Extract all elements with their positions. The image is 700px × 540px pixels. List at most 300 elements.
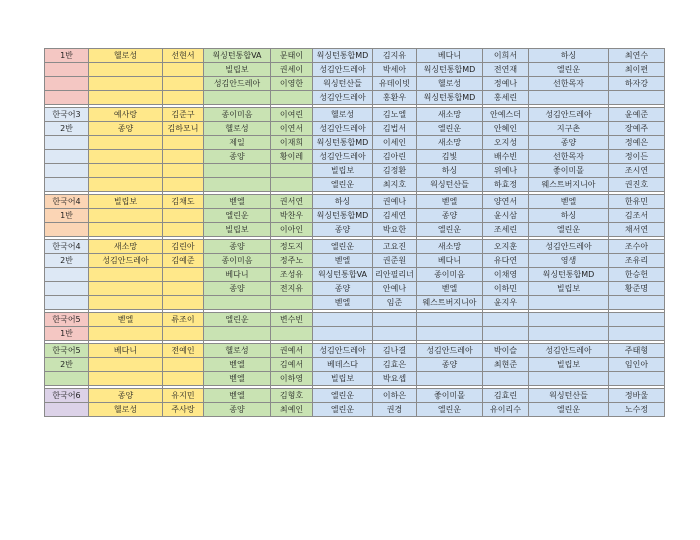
table-cell[interactable]: 황준명 [609,282,665,296]
table-cell[interactable]: 최현준 [483,358,529,372]
table-cell[interactable]: 김노엘 [373,108,417,122]
table-cell[interactable]: 홍세린 [483,91,529,105]
table-cell[interactable]: 정예나 [483,77,529,91]
table-cell[interactable]: 정바울 [609,389,665,403]
table-cell[interactable] [609,327,665,341]
table-cell[interactable]: 벧엘 [529,195,609,209]
table-cell[interactable]: 2반 [45,358,89,372]
table-cell[interactable] [163,327,204,341]
table-cell[interactable] [204,296,271,310]
table-row [45,49,665,63]
table-cell[interactable]: 이세인 [373,136,417,150]
table-cell[interactable]: 선현서 [163,49,204,63]
table-cell[interactable]: 김정환 [373,164,417,178]
table-cell[interactable] [163,358,204,372]
table-cell[interactable]: 벧엘 [89,313,163,327]
table-cell[interactable]: 홍환우 [373,91,417,105]
table-cell[interactable]: 성김안드레아 [313,150,373,164]
table-cell[interactable]: 1반 [45,49,89,63]
table-cell[interactable]: 권준원 [373,254,417,268]
table-cell[interactable] [529,313,609,327]
table-cell[interactable] [45,178,89,192]
table-cell[interactable]: 웍싱턴통합VA [313,268,373,282]
table-cell[interactable] [45,268,89,282]
table-cell[interactable]: 한국어6 [45,389,89,403]
table-cell[interactable]: 정예은 [609,136,665,150]
table-cell[interactable]: 베다니 [417,254,483,268]
table-cell[interactable]: 이재희 [271,136,313,150]
table-cell[interactable] [89,223,163,237]
table-cell[interactable]: 웍싱턴통합MD [529,268,609,282]
table-cell[interactable]: 웍싱턴통합MD [313,49,373,63]
table-cell[interactable]: 한국어5 [45,313,89,327]
table-cell[interactable]: 고요진 [373,240,417,254]
table-row [45,254,665,268]
table-cell[interactable]: 종양 [417,358,483,372]
table-cell[interactable]: 김효린 [483,389,529,403]
table-cell[interactable]: 웍싱턴통합VA [204,49,271,63]
table-cell[interactable] [89,178,163,192]
table-cell[interactable]: 조세린 [483,223,529,237]
table-cell[interactable]: 이희서 [483,49,529,63]
table-cell[interactable]: 장예주 [609,122,665,136]
table-cell[interactable] [163,296,204,310]
table-cell[interactable]: 김형호 [271,389,313,403]
table-cell[interactable]: 성김안드레아 [313,122,373,136]
table-cell[interactable]: 종양 [204,282,271,296]
table-cell[interactable]: 전예인 [163,344,204,358]
table-cell[interactable] [373,327,417,341]
table-cell[interactable] [89,372,163,386]
table-cell[interactable]: 하싱 [417,164,483,178]
table-row [45,372,665,386]
table-cell[interactable]: 새소망 [417,240,483,254]
table-cell[interactable]: 안예스더 [483,108,529,122]
table-cell[interactable]: 성김안드레아 [313,344,373,358]
table-cell[interactable]: 웍싱턴통합MD [417,91,483,105]
table-cell[interactable] [45,296,89,310]
table-cell[interactable]: 헬로성 [204,122,271,136]
table-cell[interactable]: 웍싱턴산들 [529,389,609,403]
table-cell[interactable]: 박요한 [373,223,417,237]
table-cell[interactable]: 노수정 [609,403,665,417]
table-cell[interactable]: 베데스다 [313,358,373,372]
table-cell[interactable]: 성김안드레아 [313,63,373,77]
table-cell[interactable]: 엘린운 [204,313,271,327]
table-cell[interactable]: 전지유 [271,282,313,296]
table-cell[interactable] [271,164,313,178]
table-row [45,282,665,296]
table-cell[interactable] [89,358,163,372]
table-cell[interactable]: 베다니 [204,268,271,282]
table-cell[interactable] [163,77,204,91]
table-cell[interactable]: 성김안드레아 [313,91,373,105]
table-cell[interactable]: 웍싱턴산들 [313,77,373,91]
table-cell[interactable]: 최예인 [271,403,313,417]
table-cell[interactable]: 양연서 [483,195,529,209]
table-cell[interactable]: 이여린 [271,108,313,122]
table-row [45,178,665,192]
table-cell[interactable]: 리안필리너 [373,268,417,282]
table-cell[interactable]: 엘린운 [529,403,609,417]
table-cell[interactable] [89,91,163,105]
table-cell[interactable]: 제일 [204,136,271,150]
table-cell[interactable]: 종양 [529,136,609,150]
table-cell[interactable]: 권경 [373,403,417,417]
table-cell[interactable] [609,91,665,105]
table-cell[interactable]: 권서연 [271,195,313,209]
table-cell[interactable]: 웍싱턴산들 [417,178,483,192]
table-cell[interactable]: 종양 [417,209,483,223]
table-cell[interactable] [204,178,271,192]
table-cell[interactable]: 김린아 [163,240,204,254]
table-cell[interactable] [483,327,529,341]
table-cell[interactable]: 성김안드레아 [204,77,271,91]
table-cell[interactable]: 지구촌 [529,122,609,136]
table-cell[interactable]: 종이미음 [204,254,271,268]
table-cell[interactable]: 김하모니 [163,122,204,136]
table-cell[interactable]: 빌립보 [204,223,271,237]
table-cell[interactable]: 조시연 [609,164,665,178]
table-cell[interactable]: 유지민 [163,389,204,403]
table-cell[interactable]: 한승헌 [609,268,665,282]
table-cell[interactable] [89,164,163,178]
table-cell[interactable]: 엘린운 [529,63,609,77]
table-cell[interactable]: 조성유 [271,268,313,282]
table-row [45,223,665,237]
table-cell[interactable]: 좋이미몰 [417,389,483,403]
table-cell[interactable]: 엘린운 [313,178,373,192]
table-cell[interactable]: 헬로성 [313,108,373,122]
table-cell[interactable] [204,91,271,105]
table-cell[interactable] [45,164,89,178]
table-cell[interactable]: 이하영 [271,372,313,386]
table-cell[interactable] [417,327,483,341]
table-cell[interactable]: 박요셉 [373,372,417,386]
table-cell[interactable]: 김효은 [373,358,417,372]
table-cell[interactable]: 류조이 [163,313,204,327]
table-cell[interactable]: 한국어4 [45,195,89,209]
table-cell[interactable]: 배수빈 [483,150,529,164]
table-row [45,209,665,223]
table-cell[interactable] [204,327,271,341]
table-cell[interactable]: 정이든 [609,150,665,164]
table-cell[interactable]: 새소망 [417,136,483,150]
table-cell[interactable] [45,372,89,386]
table-cell[interactable] [313,313,373,327]
table-cell[interactable]: 조수아 [609,240,665,254]
table-cell[interactable]: 벧엘 [417,195,483,209]
table-cell[interactable]: 엘린운 [313,240,373,254]
table-cell[interactable]: 엘린운 [313,389,373,403]
table-cell[interactable]: 종양 [204,150,271,164]
table-cell[interactable]: 벧엘 [417,282,483,296]
table-row [45,164,665,178]
table-cell[interactable]: 김세연 [373,209,417,223]
table-cell[interactable]: 정도지 [271,240,313,254]
table-cell[interactable]: 1반 [45,209,89,223]
table-cell[interactable] [204,164,271,178]
table-cell[interactable]: 성김안드레아 [417,344,483,358]
table-cell[interactable]: 벧엘 [204,389,271,403]
table-cell[interactable] [373,313,417,327]
table-cell[interactable]: 안혜인 [483,122,529,136]
table-cell[interactable]: 유데이빗 [373,77,417,91]
table-cell[interactable]: 종양 [204,403,271,417]
table-cell[interactable] [89,282,163,296]
table-cell[interactable]: 오지훈 [483,240,529,254]
spreadsheet-grid [44,48,665,417]
table-cell[interactable]: 종양 [89,389,163,403]
table-cell[interactable] [163,372,204,386]
table-row [45,150,665,164]
table-cell[interactable] [313,327,373,341]
table-cell[interactable]: 하효정 [483,178,529,192]
table-cell[interactable] [609,296,665,310]
table-cell[interactable]: 주사랑 [163,403,204,417]
table-cell[interactable] [89,150,163,164]
table-cell[interactable]: 한국어3 [45,108,89,122]
table-cell[interactable] [45,403,89,417]
table-cell[interactable] [163,150,204,164]
table-cell[interactable]: 헬로성 [204,344,271,358]
table-cell[interactable]: 이영한 [271,77,313,91]
table-cell[interactable] [45,150,89,164]
table-row [45,296,665,310]
table-cell[interactable]: 벧엘 [204,372,271,386]
table-cell[interactable]: 엘린운 [204,209,271,223]
table-cell[interactable]: 종이미음 [204,108,271,122]
table-cell[interactable] [483,372,529,386]
table-cell[interactable] [89,327,163,341]
table-row [45,63,665,77]
table-cell[interactable]: 종양 [204,240,271,254]
table-cell[interactable] [271,178,313,192]
table-cell[interactable] [89,77,163,91]
table-row [45,108,665,122]
table-cell[interactable]: 하싱 [313,195,373,209]
table-row [45,358,665,372]
table-cell[interactable] [89,268,163,282]
table-cell[interactable] [45,282,89,296]
table-cell[interactable] [89,136,163,150]
table-cell[interactable] [271,91,313,105]
table-cell[interactable]: 윤시삼 [483,209,529,223]
table-cell[interactable] [609,313,665,327]
table-cell[interactable]: 웍싱턴통합MD [417,63,483,77]
table-cell[interactable]: 채서연 [609,223,665,237]
table-cell[interactable]: 권진호 [609,178,665,192]
table-cell[interactable]: 종양 [313,282,373,296]
table-cell[interactable]: 빌립보 [313,164,373,178]
table-cell[interactable] [163,63,204,77]
table-cell[interactable] [89,296,163,310]
table-cell[interactable]: 유이리수 [483,403,529,417]
table-cell[interactable] [163,223,204,237]
table-cell[interactable]: 빌립보 [529,282,609,296]
table-cell[interactable] [163,91,204,105]
table-cell[interactable]: 유다연 [483,254,529,268]
table-cell[interactable] [529,372,609,386]
table-cell[interactable]: 벧엘 [313,296,373,310]
table-cell[interactable] [89,209,163,223]
table-cell[interactable]: 하자강 [609,77,665,91]
table-cell[interactable]: 김채도 [163,195,204,209]
table-cell[interactable] [45,63,89,77]
table-cell[interactable] [529,91,609,105]
table-cell[interactable] [45,91,89,105]
table-cell[interactable]: 조유리 [609,254,665,268]
table-cell[interactable] [163,268,204,282]
table-cell[interactable]: 김지유 [373,49,417,63]
table-cell[interactable]: 빌립보 [313,372,373,386]
table-cell[interactable]: 빌립보 [529,358,609,372]
table-cell[interactable]: 베다니 [89,344,163,358]
table-cell[interactable]: 최연수 [609,49,665,63]
table-cell[interactable]: 엘린운 [417,223,483,237]
table-cell[interactable] [417,313,483,327]
table-cell[interactable]: 선한목자 [529,77,609,91]
table-cell[interactable]: 윤예준 [609,108,665,122]
table-cell[interactable]: 성김안드레아 [529,344,609,358]
table-cell[interactable]: 웍싱턴통합MD [313,136,373,150]
table-cell[interactable] [45,77,89,91]
table-cell[interactable]: 김법서 [373,122,417,136]
table-cell[interactable]: 최지호 [373,178,417,192]
table-cell[interactable]: 안예나 [373,282,417,296]
table-cell[interactable]: 이아인 [271,223,313,237]
table-cell[interactable]: 한국어4 [45,240,89,254]
table-cell[interactable] [45,223,89,237]
table-cell[interactable]: 예사랑 [89,108,163,122]
table-cell[interactable]: 엘린운 [417,403,483,417]
table-cell[interactable]: 정주노 [271,254,313,268]
table-cell[interactable]: 이채영 [483,268,529,282]
table-cell[interactable]: 종양 [313,223,373,237]
table-cell[interactable]: 임준 [373,296,417,310]
table-cell[interactable]: 김아린 [373,150,417,164]
table-cell[interactable]: 변수빈 [271,313,313,327]
table-row [45,313,665,327]
table-cell[interactable]: 김나결 [373,344,417,358]
table-row [45,195,665,209]
table-cell[interactable]: 김준구 [163,108,204,122]
table-cell[interactable]: 웍싱턴통합MD [313,209,373,223]
table-cell[interactable]: 김조서 [609,209,665,223]
table-cell[interactable]: 박세아 [373,63,417,77]
table-row [45,77,665,91]
table-cell[interactable]: 종이미음 [417,268,483,282]
table-cell[interactable]: 벧엘 [313,254,373,268]
table-cell[interactable]: 최이편 [609,63,665,77]
table-cell[interactable]: 문태이 [271,49,313,63]
table-cell[interactable]: 권예서 [271,344,313,358]
table-cell[interactable]: 웨스트버지니아 [529,178,609,192]
table-cell[interactable]: 전연재 [483,63,529,77]
table-cell[interactable] [271,296,313,310]
table-cell[interactable]: 엘린운 [417,122,483,136]
table-cell[interactable]: 성김안드레아 [529,240,609,254]
table-cell[interactable]: 김예준 [163,254,204,268]
table-cell[interactable]: 새소망 [417,108,483,122]
table-cell[interactable]: 김빛 [417,150,483,164]
table-row [45,122,665,136]
table-cell[interactable]: 이하민 [483,282,529,296]
table-cell[interactable]: 하싱 [529,209,609,223]
table-cell[interactable]: 성김안드레아 [89,254,163,268]
table-cell[interactable] [163,136,204,150]
table-cell[interactable]: 엘린운 [529,223,609,237]
table-cell[interactable]: 헬로성 [417,77,483,91]
table-cell[interactable]: 한유민 [609,195,665,209]
table-cell[interactable]: 오지성 [483,136,529,150]
table-cell[interactable] [163,178,204,192]
table-cell[interactable]: 주태형 [609,344,665,358]
table-cell[interactable]: 빌립보 [89,195,163,209]
table-cell[interactable]: 좋이미몰 [529,164,609,178]
table-cell[interactable] [89,63,163,77]
table-cell[interactable]: 위예나 [483,164,529,178]
table-cell[interactable]: 하싱 [529,49,609,63]
table-cell[interactable]: 종양 [89,122,163,136]
table-cell[interactable]: 1반 [45,327,89,341]
table-row [45,268,665,282]
table-row [45,91,665,105]
table-cell[interactable]: 이하은 [373,389,417,403]
table-row [45,136,665,150]
table-cell[interactable]: 웨스트버지니아 [417,296,483,310]
table-cell[interactable]: 빌립보 [204,63,271,77]
sheet-body [45,49,665,417]
table-row [45,327,665,341]
table-cell[interactable]: 선한목자 [529,150,609,164]
table-cell[interactable] [163,164,204,178]
table-cell[interactable]: 성김안드레아 [529,108,609,122]
table-cell[interactable]: 2반 [45,122,89,136]
table-cell[interactable]: 윤지우 [483,296,529,310]
table-cell[interactable]: 박찬우 [271,209,313,223]
table-cell[interactable]: 영생 [529,254,609,268]
table-cell[interactable]: 임인아 [609,358,665,372]
table-cell[interactable] [45,136,89,150]
table-cell[interactable]: 벧엘 [204,358,271,372]
table-cell[interactable]: 박이슬 [483,344,529,358]
table-cell[interactable]: 헬로성 [89,403,163,417]
table-cell[interactable] [163,282,204,296]
table-cell[interactable] [529,327,609,341]
table-cell[interactable]: 2반 [45,254,89,268]
table-cell[interactable]: 이연서 [271,122,313,136]
table-cell[interactable]: 벧엘 [204,195,271,209]
table-cell[interactable] [609,372,665,386]
table-cell[interactable]: 새소망 [89,240,163,254]
table-cell[interactable]: 김예서 [271,358,313,372]
table-cell[interactable]: 황이레 [271,150,313,164]
table-cell[interactable] [529,296,609,310]
table-cell[interactable]: 권세이 [271,63,313,77]
table-cell[interactable]: 한국어5 [45,344,89,358]
table-cell[interactable]: 권예나 [373,195,417,209]
table-cell[interactable]: 베다니 [417,49,483,63]
table-row [45,389,665,403]
table-row [45,344,665,358]
table-cell[interactable] [271,327,313,341]
table-cell[interactable] [163,209,204,223]
table-cell[interactable]: 헬로성 [89,49,163,63]
table-cell[interactable] [417,372,483,386]
table-cell[interactable] [483,313,529,327]
table-cell[interactable]: 엘린운 [313,403,373,417]
